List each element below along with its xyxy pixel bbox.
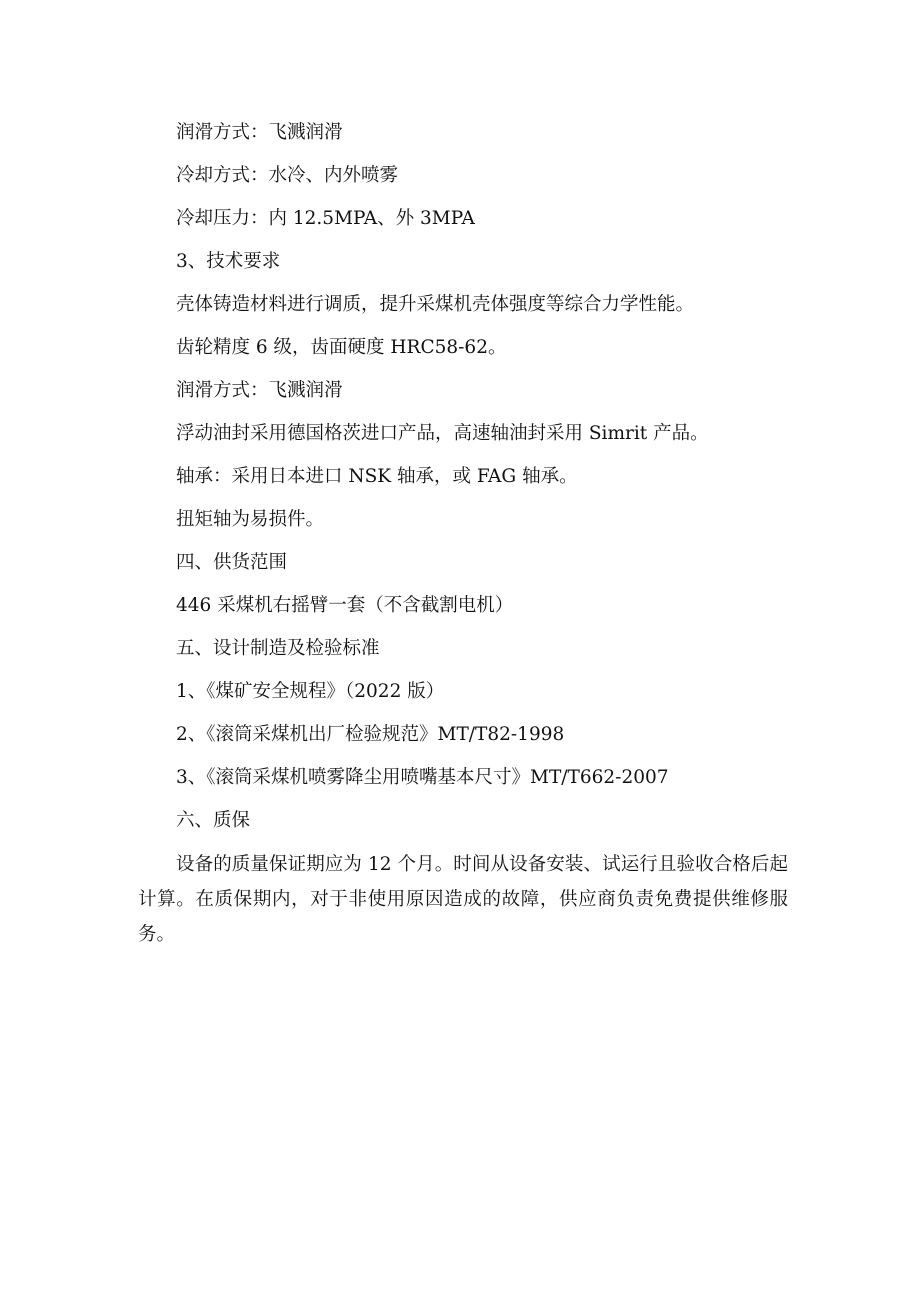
section-supply-scope: 四、供货范围 (176, 552, 288, 573)
req-torque-shaft: 扭矩轴为易损件。 (176, 509, 325, 530)
standard-item-1: 1、《煤矿安全规程》（2022 版） (176, 681, 445, 702)
section-technical-requirements: 3、技术要求 (176, 251, 281, 272)
standard-item-2: 2、《滚筒采煤机出厂检验规范》MT/T82-1998 (176, 724, 565, 745)
standard-item-3: 3、《滚筒采煤机喷雾降尘用喷嘴基本尺寸》MT/T662-2007 (176, 767, 669, 788)
warranty-paragraph: 设备的质量保证期应为 12 个月。时间从设备安装、试运行且验收合格后起计算。在质保期内，对于非使用原因造成的故障，供应商负责免费提供维修服务。 (138, 854, 788, 945)
req-oil-seal: 浮动油封采用德国格茨进口产品，高速轴油封采用 Simrit 产品。 (176, 423, 709, 444)
req-housing-casting: 壳体铸造材料进行调质，提升采煤机壳体强度等综合力学性能。 (176, 294, 695, 315)
supply-item: 446 采煤机右摇臂一套（不含截割电机） (176, 595, 514, 616)
spec-cooling-pressure: 冷却压力：内 12.5MPA、外 3MPA (176, 208, 475, 229)
req-lubrication-method: 润滑方式：飞溅润滑 (176, 380, 343, 401)
spec-cooling-method: 冷却方式：水冷、内外喷雾 (176, 165, 399, 186)
req-bearing: 轴承：采用日本进口 NSK 轴承，或 FAG 轴承。 (176, 466, 578, 487)
req-gear-precision: 齿轮精度 6 级，齿面硬度 HRC58-62。 (176, 337, 507, 358)
section-warranty: 六、质保 (176, 810, 251, 831)
section-standards: 五、设计制造及检验标准 (176, 638, 380, 659)
spec-lubrication-method: 润滑方式：飞溅润滑 (176, 122, 343, 143)
document-body (138, 116, 788, 952)
